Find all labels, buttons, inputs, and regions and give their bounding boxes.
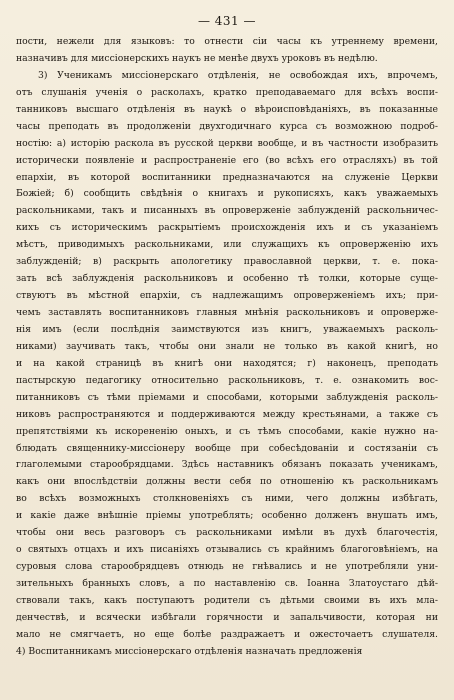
- text-line: ствовали такъ, какъ поступаютъ родители съ дѣтьми своими въ ихъ мла-: [16, 594, 438, 606]
- text-line: питанниковъ съ тѣми пріемами и способами, которыми заблужденія расколь-: [16, 391, 438, 403]
- text-line: препятствіями къ искорененію оныхъ, и съ тѣмъ способами, какіе нужно на-: [16, 425, 438, 437]
- text-line: кихъ съ историческимъ раскрытіемъ происхожденія ихъ и съ указаніемъ: [16, 222, 438, 234]
- text-line: назначивъ для миссіонерскихъ наукъ не менѣе двухъ уроковъ въ недѣлю.: [16, 52, 378, 64]
- text-line: блюдать священнику-миссіонеру вообще при собесѣдованіи и состязаніи съ: [16, 442, 438, 454]
- text-line: чтобы они весь разговоръ съ раскольниками имѣли въ духѣ благочестія,: [16, 527, 438, 539]
- text-line: глаголемыми старообрядцами. Здѣсь наставникъ обязанъ показать ученикамъ,: [16, 459, 438, 471]
- text-line: заблужденій; в) раскрыть апологетику православной церкви, т. е. пока-: [16, 256, 438, 268]
- text-line: ствуютъ въ мѣстной епархіи, съ надлежащимъ опроверженіемъ ихъ; при-: [16, 290, 438, 302]
- text-line: никами) заучивать такъ, чтобы они знали не только въ какой книгѣ, но: [16, 340, 438, 352]
- text-line: раскольниками, такъ и писанныхъ въ опроверженіе заблужденій раскольничес-: [16, 205, 438, 217]
- text-line: какъ они впослѣдствіи должны вести себя по отношенію къ раскольникамъ: [16, 476, 438, 488]
- text-line: 4) Воспитанникамъ миссіонерскаго отдѣленія назначать предложенія: [16, 645, 363, 657]
- text-line: чемъ заставлять воспитанниковъ главныя мнѣнія раскольниковъ и опроверже-: [16, 307, 438, 318]
- text-line: о святыхъ отцахъ и ихъ писаніяхъ отзывались съ крайнимъ благоговѣніемъ, на: [16, 544, 438, 556]
- text-line: отъ слушанія ученія о расколахъ, кратко преподаваемаго для всѣхъ воспи-: [16, 86, 438, 98]
- page-number: — 431 —: [197, 14, 257, 28]
- text-line: зать всѣ заблужденія раскольниковъ и особенно тѣ толки, которые суще-: [16, 273, 438, 285]
- text-line: исторически появленіе и распространеніе его (во всѣхъ его отрасляхъ) въ той: [16, 154, 438, 166]
- text-line: ностію: а) исторію раскола въ русской церкви вообще, и въ частности изобразить: [16, 137, 438, 149]
- text-line: суровыя слова старообрядцевъ отнюдь не гнѣвались и не употребляли уни-: [16, 561, 438, 573]
- text-line: пастырскую педагогику относительно раскольниковъ, т. е. ознакомить вос-: [16, 374, 438, 386]
- text-line: Божіей; б) сообщить свѣдѣнія о книгахъ и рукописяхъ, какъ уважаемыхъ: [16, 188, 438, 200]
- text-line: мало не смягчаетъ, но еще болѣе раздражаетъ и ожесточаетъ слушателя.: [16, 628, 438, 640]
- text-line: часы преподать въ продолженіи двухгодичнаго курса съ возможною подроб-: [16, 120, 438, 132]
- text-line: пости, нежели для языковъ: то отнести сіи часы къ утреннему времени,: [16, 36, 438, 47]
- body-text: [16, 34, 438, 661]
- text-line: нія имъ (если послѣднія заимствуются изъ книгъ, уважаемыхъ расколь-: [16, 323, 438, 335]
- text-line: и на какой страницѣ въ книгѣ они находятся; г) наконецъ, преподать: [16, 357, 438, 369]
- text-line: и какіе даже внѣшніе пріемы употреблять; особенно долженъ внушать имъ,: [16, 510, 438, 522]
- text-line: денчествѣ, и всячески избѣгали горячности и запальчивости, которая ни: [16, 611, 438, 623]
- text-line: 3) Ученикамъ миссіонерскаго отдѣленія, не освобождая ихъ, впрочемъ,: [38, 69, 438, 81]
- text-line: во всѣхъ возможныхъ столкновеніяхъ съ ними, чего должны избѣгать,: [16, 493, 438, 505]
- text-line: зительныхъ бранныхъ словъ, а по наставленію св. Іоанна Златоустаго дѣй-: [16, 578, 438, 589]
- text-line: танниковъ высшаго отдѣленія въ наукѣ о вѣроисповѣданіяхъ, въ показанные: [16, 103, 438, 115]
- text-line: мѣстъ, приводимыхъ раскольниками, или служащихъ къ опроверженію ихъ: [16, 239, 438, 251]
- text-line: епархіи, въ которой воспитанники предназначаются на служеніе Церкви: [16, 171, 438, 183]
- text-line: никовъ распространяются и поддерживаются между крестьянами, а также съ: [16, 408, 438, 420]
